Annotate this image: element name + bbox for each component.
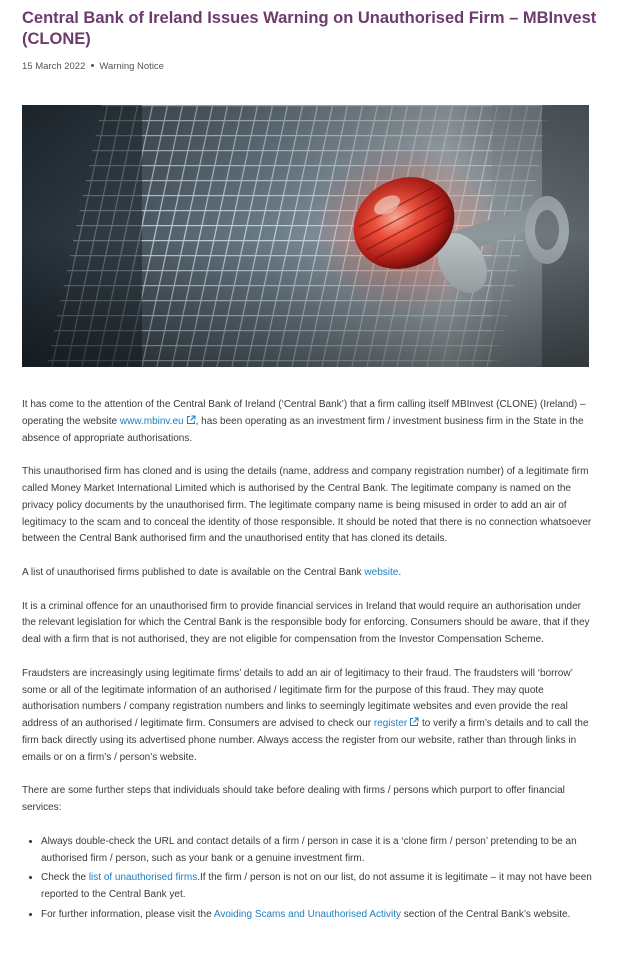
paragraph-6: There are some further steps that individuals should take before dealing with firms / persons which purport to offer financial services: xyxy=(22,785,565,814)
list-text: section of the Central Bank’s website. xyxy=(401,908,571,920)
hero-image xyxy=(22,105,589,367)
paragraph-text: A list of unauthorised firms published to date is available on the Central Bank xyxy=(22,566,365,578)
article-category: Warning Notice xyxy=(99,61,164,72)
mbinv-website-link[interactable]: www.mbinv.eu xyxy=(119,415,184,427)
list-text: Check the xyxy=(41,872,89,884)
central-bank-website-link[interactable]: website xyxy=(364,566,399,578)
list-text: For further information, please visit the xyxy=(41,908,214,920)
paragraph-5 xyxy=(22,666,592,767)
unauthorised-firms-list-link[interactable]: list of unauthorised firms xyxy=(88,872,198,884)
article-title: Central Bank of Ireland Issues Warning on Unauthorised Firm – MBInvest (CLONE) xyxy=(22,9,597,48)
paragraph-3 xyxy=(22,565,592,582)
steps-list xyxy=(22,834,592,924)
paragraph-text: It has come to the attention of the Central Bank of Ireland (‘Central Bank’) that a firm calling itself MBInvest (CLONE) (Ireland) – operating the website xyxy=(22,399,586,427)
external-link-icon xyxy=(186,415,196,425)
article-meta xyxy=(22,61,164,72)
paragraph-text: to verify a firm’s details and to call the firm back directly using its advertised phone number. Always access the register from our website, rather than through links in emails or on a firm’s / person’s website. xyxy=(22,718,589,763)
paragraph-1 xyxy=(22,397,592,447)
list-item xyxy=(41,870,592,904)
article-date: 15 March 2022 xyxy=(22,61,86,72)
paragraph-4: It is a criminal offence for an unauthorised firm to provide financial services in Ireland that would require an authorisation under the relevant legislation for which the Central Bank is the responsible body for enforcing. Consumers should be aware, that if they deal with a firm that is not authorised, they are not eligible for compensation from the Investor Compensation Scheme. xyxy=(22,600,590,646)
avoiding-scams-link[interactable]: Avoiding Scams and Unauthorised Activity xyxy=(213,908,401,920)
paragraph-text: . xyxy=(398,566,402,578)
list-item: • Always double-check the URL and contact details of a firm / person in case it is a ‘clone firm / person’ pretending to be an authorised firm / person, such as your bank or a genuine investment firm. xyxy=(41,834,592,868)
article-body xyxy=(22,397,592,927)
paragraph-text: , has been operating as an investment firm / investment business firm in the State in the absence of appropriate authorisations. xyxy=(22,415,584,444)
list-text: .If the firm / person is not on our list, do not assume it is legitimate – it may not have been reported to the Central Bank yet. xyxy=(41,872,592,901)
register-link[interactable]: register xyxy=(373,718,408,730)
separator-dot xyxy=(91,64,94,67)
paragraph-text: Fraudsters are increasingly using legitimate firms’ details to add an air of legitimacy to their fraud. The fraudsters will ‘borrow’ some or all of the legitimate information of an authorised / legitimate firm for the purpose of this fraud. They may quote authorisation numbers / company registration numbers and links to seemingly legitimate websites and even provide the real address of an authorised / legitimate firm. Consumers are advised to check our xyxy=(22,667,573,730)
paragraph-2: This unauthorised firm has cloned and is using the details (name, address and company registration number) of a legitimate firm called Money Market International Limited which is authorised by the Central Bank. The legitimate company is named on the privacy policy documents by the unauthorised firm. The legitimate company name is being misused in order to add an air of legitimacy to the scam and to conceal the identity of those responsible. It should be noted that there is no connection whatsoever between the Central Bank authorised firm and the unauthorised entity that has cloned its details. xyxy=(22,466,592,545)
list-item xyxy=(41,907,592,924)
external-link-icon xyxy=(409,717,419,727)
